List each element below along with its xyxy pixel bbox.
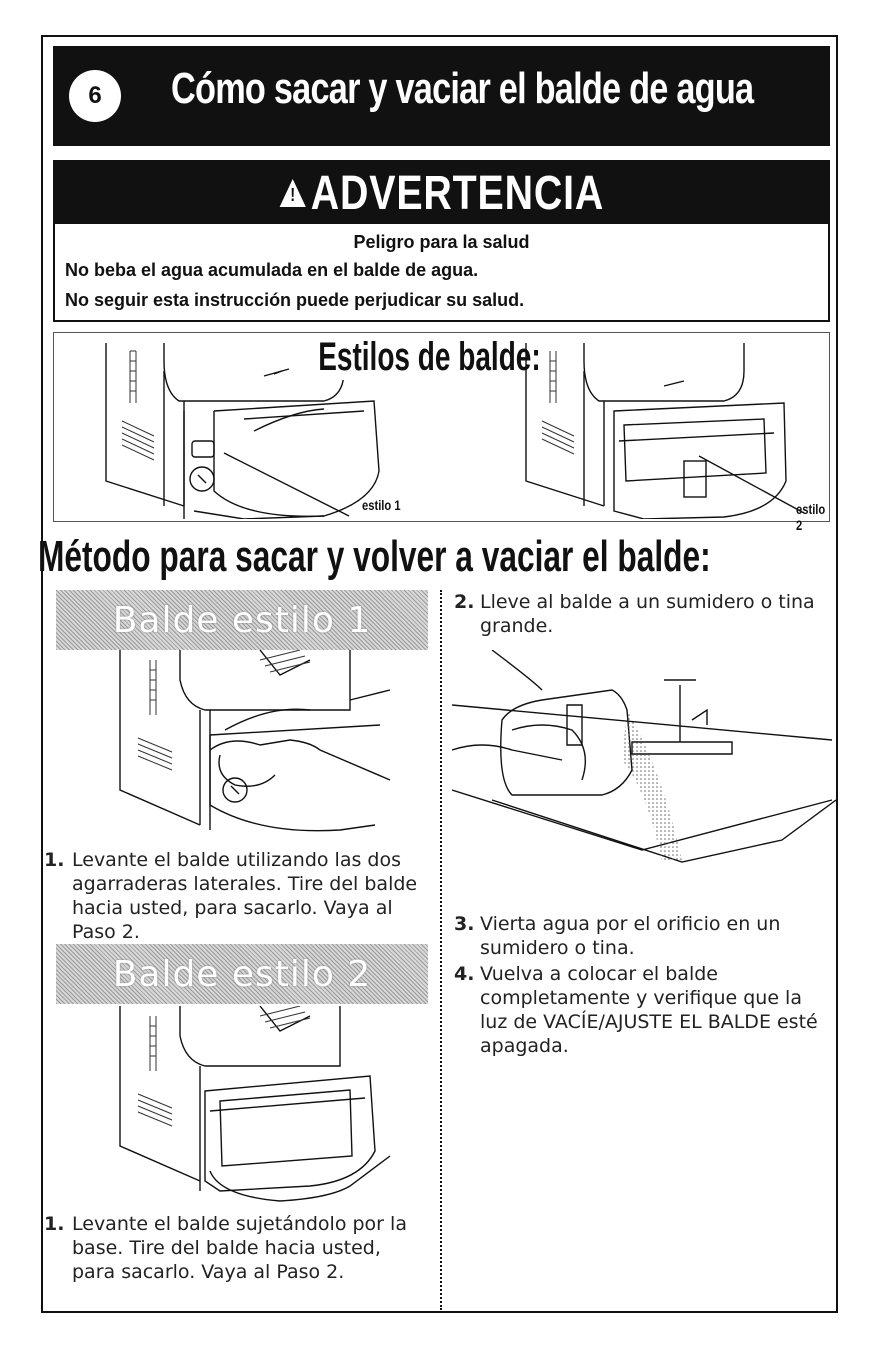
- step-number: 2.: [454, 591, 475, 613]
- step-2-text: Lleve al balde a un sumidero o tina grande.: [480, 591, 815, 637]
- style-1-removal-illustration: [110, 650, 400, 840]
- style-1-step-1: [44, 848, 428, 944]
- step-number: 4.: [454, 963, 475, 985]
- bucket-style-2-illustration: [514, 341, 814, 519]
- warning-subtitle: Peligro para la salud: [353, 232, 530, 252]
- step-number-badge: 6: [69, 70, 121, 122]
- step-4-text: Vuelva a colocar el balde completamente y verifique que la luz de VACÍE/AJUSTE EL BALDE esté apagada.: [480, 963, 818, 1057]
- style-2-band-label: Balde estilo 2: [112, 953, 372, 995]
- style-2-step-1-text: Levante el balde sujetándolo por la base. Tire del balde hacia usted, para sacarlo. Vaya al Paso 2.: [72, 1213, 407, 1283]
- style-1-step-1-text: Levante el balde utilizando las dos agarraderas laterales. Tire del balde hacia usted, para sacarlo. Vaya al Paso 2.: [72, 849, 418, 943]
- warning-line-2: No seguir esta instrucción puede perjudicar su salud.: [65, 290, 525, 310]
- style-1-band: [56, 590, 428, 650]
- style-2-step-1: [44, 1212, 428, 1284]
- warning-triangle-icon: !: [279, 179, 305, 207]
- warning-title: ADVERTENCIA: [310, 166, 604, 220]
- step-number: 1.: [44, 1213, 65, 1235]
- step-3-text: Vierta agua por el orificio en un sumidero o tina.: [480, 913, 781, 959]
- warning-box: [53, 160, 830, 322]
- style-1-band-label: Balde estilo 1: [112, 599, 372, 641]
- step-number: 1.: [44, 849, 65, 871]
- step-number: 3.: [454, 913, 475, 935]
- style-2-removal-illustration: [110, 1006, 400, 1206]
- warning-header: [55, 162, 828, 224]
- page-title: Cómo sacar y vaciar el balde de agua: [171, 64, 754, 113]
- style-2-label: estilo 2: [796, 501, 826, 533]
- bucket-styles-title: Estilos de balde:: [314, 335, 545, 380]
- style-2-band: [56, 944, 428, 1004]
- step-2: [454, 590, 824, 638]
- method-title: Método para sacar y volver a vaciar el balde:: [38, 532, 711, 581]
- step-3: [454, 912, 824, 960]
- bucket-styles-box: [53, 332, 830, 533]
- style-1-label: estilo 1: [362, 497, 401, 513]
- step-4: [454, 962, 824, 1058]
- warning-line-1: No beba el agua acumulada en el balde de agua.: [65, 260, 479, 280]
- sink-pouring-illustration: [452, 650, 836, 900]
- section-header: [53, 46, 830, 146]
- column-divider: [440, 590, 442, 1310]
